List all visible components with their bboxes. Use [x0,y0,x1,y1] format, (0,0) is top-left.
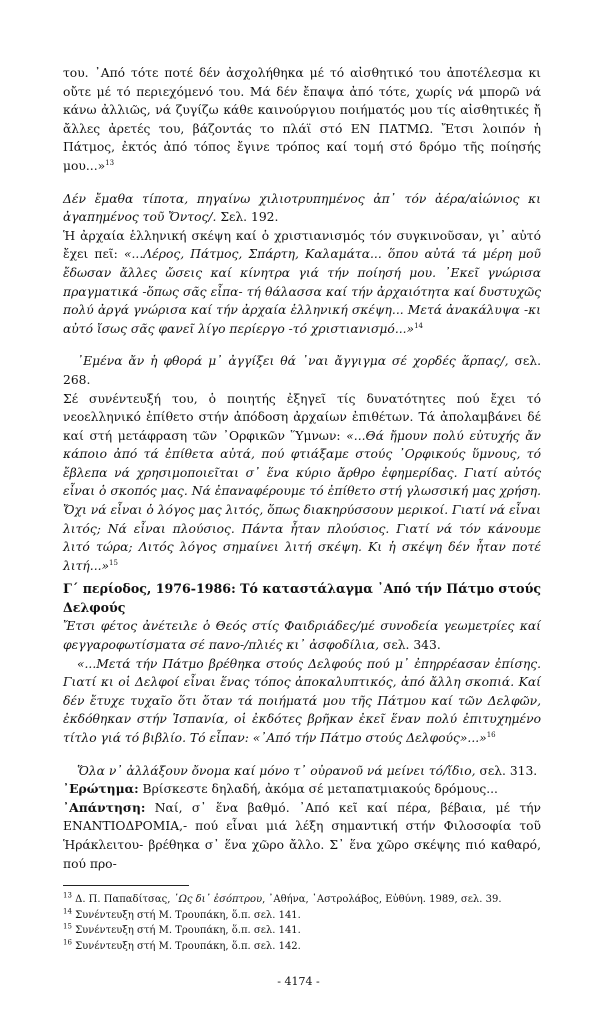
verse-quote-2-text: ᾿Εμένα ἄν ἡ φθορά μ᾿ ἀγγίξει θά ᾿ναι ἄγγιγμα σέ χορδές ἅρπας/, [77,354,509,369]
question [63,780,541,799]
verse-quote-2-ref: σελ. 268. [63,354,541,387]
page-body [63,64,541,954]
paragraph-3-text: Σέ συνέντευξή του, ὁ ποιητής ἐξηγεῖ τίς δυνατότητες πού ἔχει τό νεοελληνικό ἐπίθετο στήν ἀπόδοση ἀρχαίων ἐπιθέτων. Τά ἀπολαμβάνει δέ καί στή μετάφραση τῶν ᾿Ορφικῶν Ὕμνων: [63,391,541,443]
footnote-14 [63,908,541,924]
paragraph-1 [63,64,541,176]
page-number: - 4174 - [277,975,320,988]
footnote-16 [63,939,541,955]
question-label: ᾿Ερώτημα: [63,781,139,797]
footnote-ref-16[interactable]: 16 [486,730,496,739]
verse-quote-3-text: Ἔτσι φέτος ἀνέτειλε ὁ Θεός στίς Φαιδριάδες/μέ συνοδεία γεωμετρίες καί φεγγαροφωτίσματα σέ πανο-/πλιές κι᾿ ἀσφοδίλια, [63,619,541,653]
footnote-divider [63,885,189,886]
paragraph-1-text: του. ᾿Από τότε ποτέ δέν ἀσχολήθηκα μέ τό αἰσθητικό του ἀποτέλεσμα κι οὔτε μέ τό περιεχόμενό του. Μά δέν ἔπαψα ἀπό τότε, χωρίς νά μπορῶ νά κάνω ἀλλιῶς, νά ζυγίζω κάθε καινούργιου ποιήματός μου τίς αἰσθητικές ἤ ἄλλες ἀρετές του, βάζοντάς το πλάϊ στό ΕΝ ΠΑΤΜΩ. Ἔτσι λοιπόν ἡ Πάτμος, ἐκτός ἀπό τόπος ἔγινε τρόπος καί τομή στό δρόμο τῆς ποίησής μου...» [63,66,541,173]
paragraph-3-quote: «...Θά ἤμουν πολύ εὐτυχής ἄν κάποιο ἀπό τά ἐπίθετα αὐτά, πού φτιάξαμε στούς ᾿Ορφικούς ὕμνους, τό ἔβλεπα νά χρησιμοποιεῖται σ᾿ ἕνα κύριο ἄρθρο ἐφημερίδας. Γιατί αὐτός εἶναι ὁ σκοπός μας. Νά ἐπαναφέρουμε τό ἐπίθετο στή γλωσσική μας χρήση. Ὄχι νά εἶναι ὁ λόγος μας λιτός, ὅπως διακηρύσσουν μερικοί. Γιατί νά εἶναι λιτός; Νά εἶναι πλούσιος. Πάντα ἦταν πλούσιος. Γιατί νά τόν κάνουμε λιτό τώρα; Λιτός λόγος σημαίνει λιτή σκέψη. Κι ἡ σκέψη δέν ἦταν ποτέ λιτή...» [63,428,541,573]
section-heading: Γ΄ περίοδος, 1976-1986: Τό καταστάλαγμα ᾿Από τήν Πάτμο στούς Δελφούς [63,581,541,616]
verse-quote-1 [63,190,541,227]
paragraph-2 [63,227,541,339]
footnote-ref-13[interactable]: 13 [105,158,115,167]
footnote-number: 13 [63,891,72,900]
answer [63,799,541,873]
footnote-text: Δ. Π. Παπαδίτσας, [71,894,174,906]
paragraph-3 [63,390,541,576]
verse-quote-4 [63,762,541,781]
answer-text: Ναί, σ᾿ ἕνα βαθμό. ᾿Από κεῖ καί πέρα, βέβαια, μέ τήν ΕΝΑΝΤΙΟΔΡΟΜΙΑ,- πού εἶναι μιά λέξη σημαντική στήν Φιλοσοφία τοῦ Ἡράκλειτου- βρέθηκα σ᾿ ἕνα χῶρο ἄλλο. Σ᾿ ἕνα χῶρο σκέψης πιό καθαρό, πού προ- [63,800,541,871]
verse-quote-1-ref: Σελ. 192. [216,210,279,225]
footnote-ref-15[interactable]: 15 [109,558,118,567]
footnote-number: 15 [63,922,72,931]
answer-label: ᾿Απάντηση: [63,799,146,815]
verse-quote-2 [63,352,541,389]
paragraph-2-text: Ἡ ἀρχαία ἑλληνική σκέψη καί ὁ χριστιανισμός τόν συγκινοῦσαν, γι᾿ αὐτό ἔχει πεῖ: [63,228,541,262]
footnote-15 [63,923,541,939]
paragraph-5-quote: «...Μετά τήν Πάτμο βρέθηκα στούς Δελφούς πού μ᾿ ἐπηρρέασαν ἐπίσης. Γιατί κι οἱ Δελφοί εἶναι ἕνας τόπος ἀποκαλυπτικός, ἀπό ἄλλη σκοπιά. Καί δέν ἔτυχε τυχαῖο ὅτι ὅταν τά ποιήματά μου τῆς Πάτμου καί τῶν Δελφῶν, ἐκδόθηκαν στήν Ἱσπανία, οἱ ἐκδότες βρῆκαν ἐκεῖ ἕναν πολύ ἐπιτυχημένο τίτλο γιά τό βιβλίο. Τό εἶπαν: «᾿Από τήν Πάτμο στούς Δελφούς»...» [63,656,541,745]
verse-quote-4-text: Ὅλα ν᾿ ἀλλάξουν ὄνομα καί μόνο τ᾿ οὐρανοῦ νά μείνει τό/ἴδιο, [77,763,476,778]
footnote-title: ῾Ως δι᾿ ἐσόπτρου [173,894,263,906]
footnote-number: 16 [63,938,72,947]
footnote-text: Συνέντευξη στή Μ. Τρουπάκη, ὅ.π. σελ. 141. [71,909,301,921]
footnote-text: Συνέντευξη στή Μ. Τρουπάκη, ὅ.π. σελ. 142. [71,940,301,952]
footnote-text: Συνέντευξη στή Μ. Τρουπάκη, ὅ.π. σελ. 141. [71,925,301,937]
footnote-ref-14[interactable]: 14 [414,321,423,330]
verse-quote-3 [63,617,541,654]
footnote-text-tail: , ᾿Αθήνα, ᾿Αστρολάβος, Εὐθύνη. 1989, σελ. 39. [262,894,502,906]
question-text: Βρίσκεστε δηλαδή, ἀκόμα σέ μεταπατμιακούς δρόμους... [138,782,498,797]
verse-quote-4-ref: σελ. 313. [475,763,538,778]
paragraph-2-quote: «...Λέρος, Πάτμος, Σπάρτη, Καλαμάτα... ὅπου αὐτά τά μέρη μοῦ ἔδωσαν ἄλλες ὤσεις καί κίνητρα γιά τήν ποίησή μου. ᾿Εκεῖ γνώρισα πραγματικά -ὅπως σᾶς εἶπα- τή θάλασσα καί τήν ἀρχαιότητα καί δυστυχῶς πολύ ἀργά γνώρισα καί τήν ἀρχαία ἑλληνική σκέψη... Μετά ἀνακάλυψα -κι αὐτό ἴσως σᾶς φανεῖ λίγο περίεργο -τό χριστιανισμό...» [63,247,541,336]
paragraph-5 [63,655,541,748]
verse-quote-3-ref: σελ. 343. [379,638,441,653]
verse-quote-1-text: Δέν ἔμαθα τίποτα, πηγαίνω χιλιοτρυπημένος ἀπ᾿ τόν ἀέρα/αἰώνιος κι ἀγαπημένος τοῦ Ὄντος/. [63,191,541,225]
footnote-number: 14 [63,907,72,916]
footnote-13 [63,892,541,908]
